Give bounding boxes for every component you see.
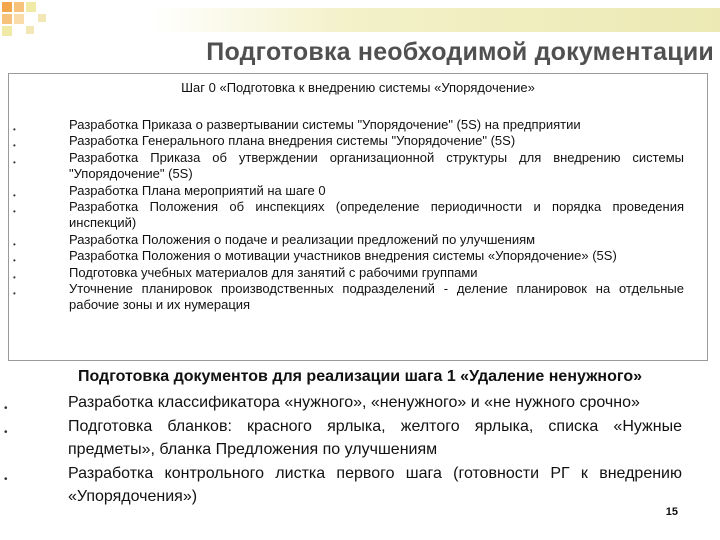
list-item-text: Разработка Плана мероприятий на шаге 0: [69, 182, 326, 198]
list-item: [9, 232, 708, 248]
deco-square: [2, 2, 12, 12]
bullet: •: [13, 272, 16, 282]
bullet: •: [13, 256, 16, 266]
title-band: [150, 8, 720, 32]
page-title: Подготовка необходимой документации: [206, 38, 714, 66]
list-item-text: Разработка Положения о подаче и реализации предложений по улучшениям: [69, 231, 536, 247]
list-item: [0, 462, 720, 509]
list-item-text: Разработка Положения об инспекциях (определение периодичности и порядка проведения инспекций): [69, 199, 684, 231]
bullet: •: [4, 403, 8, 414]
list-item: [9, 199, 708, 232]
list-item-text: Разработка контрольного листка первого шага (готовности РГ к внедрению «Упорядочения»): [68, 464, 682, 505]
deco-square: [38, 14, 46, 22]
list-item-text: Разработка классификатора «нужного», «ненужного» и «не нужного срочно»: [68, 394, 640, 411]
step0-list: [9, 117, 708, 314]
list-item: [9, 117, 708, 133]
list-item: [9, 248, 708, 264]
list-item: [0, 415, 720, 462]
list-item-text: Уточнение планировок производственных подразделений - деление планировок на отдельные рабочие зоны и их нумерация: [69, 281, 684, 313]
list-item-text: Разработка Приказа об утверждении организационной структуры для внедрению системы "Упорядочение" (5S): [69, 149, 684, 182]
list-item-text: Подготовка учебных материалов для занятий с рабочими группами: [69, 264, 478, 280]
bullet: •: [13, 125, 16, 134]
corner-decoration: [0, 0, 720, 40]
bullet: •: [13, 239, 16, 249]
step0-header: Шаг 0 «Подготовка к внедрению системы «Упорядочение»: [181, 80, 535, 95]
list-item-text: Разработка Генерального плана внедрения системы "Упорядочение" (5S): [69, 133, 516, 149]
page-number: 15: [665, 506, 678, 518]
deco-square: [2, 14, 12, 24]
bullet: •: [13, 190, 16, 200]
deco-square: [14, 14, 24, 24]
list-item-text: Подготовка бланков: красного ярлыка, желтого ярлыка, списка «Нужные предметы», бланка Предложения по улучшениям: [68, 417, 682, 458]
list-item: [9, 265, 708, 281]
deco-square: [26, 2, 36, 12]
step1-header: Подготовка документов для реализации шага 1 «Удаление ненужного»: [77, 368, 642, 385]
deco-square: [26, 26, 34, 34]
bullet: •: [13, 157, 16, 167]
bullet: •: [13, 289, 16, 299]
list-item: [9, 183, 708, 199]
list-item: [0, 391, 720, 415]
bullet: •: [4, 426, 8, 438]
deco-square: [14, 2, 24, 12]
list-item-text: Разработка Приказа о развертывании системы "Упорядочение" (5S) на предприятии: [69, 117, 581, 132]
list-item: [9, 281, 708, 314]
list-item-text: Разработка Положения о мотивации участников внедрения системы «Упорядочение» (5S): [69, 248, 617, 264]
bullet: •: [13, 141, 16, 151]
step0-box: [8, 73, 708, 361]
step1-list: [0, 391, 720, 509]
bullet: •: [4, 473, 8, 485]
bullet: •: [13, 207, 16, 217]
list-item: [9, 133, 708, 149]
list-item: [9, 150, 708, 183]
deco-square: [2, 26, 12, 36]
